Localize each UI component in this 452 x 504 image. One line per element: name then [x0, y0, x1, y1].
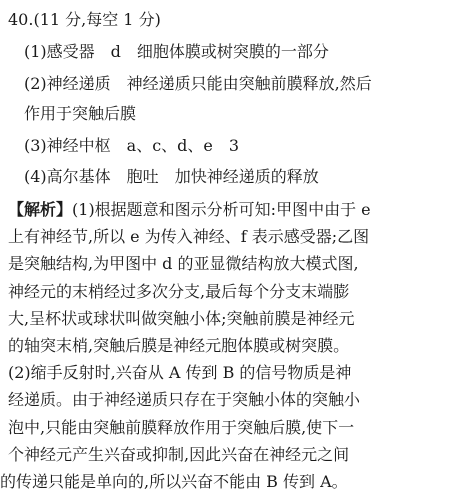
answer-2-part: (2)神经递质 [24, 74, 111, 93]
answer-1-value: d [110, 42, 121, 61]
analysis-line-8: 经递质。由于神经递质只存在于突触小体的突触小 [8, 390, 361, 410]
answer-line-2-cont [24, 104, 452, 124]
analysis-line-5: 大,呈杯状或球状叫做突触小体;突触前膜是神经元 [8, 308, 355, 328]
analysis-line-10: 个神经元产生兴奋或抑制,因此兴奋在神经元之间 [8, 444, 350, 464]
analysis-line-3: 是突触结构,为甲图中 d 的亚显微结构放大模式图, [8, 254, 359, 274]
analysis-line-4: 神经元的末梢经过多次分支,最后每个分支末端膨 [8, 281, 350, 301]
analysis-line-1 [8, 200, 452, 220]
answer-3-detail: 3 [228, 136, 240, 155]
answer-1-detail: 细胞体膜或树突膜的一部分 [136, 42, 329, 61]
answer-line-1 [24, 42, 452, 62]
answer-4-part: (4)高尔基体 [24, 167, 111, 186]
analysis-line-2: 上有神经节,所以 e 为传入神经、f 表示感受器;乙图 [8, 227, 370, 247]
answer-line-4 [24, 167, 452, 187]
analysis-tag: 【解析】 [8, 200, 73, 219]
answer-2-value: 神经递质只能由突触前膜释放,然后 [126, 74, 372, 93]
answer-line-2 [24, 74, 452, 94]
analysis-line-7: (2)缩手反射时,兴奋从 A 传到 B 的信号物质是神 [8, 363, 352, 383]
analysis-line-9: 泡中,只能由突触前膜释放作用于突触后膜,使下一 [8, 417, 355, 437]
analysis-line-6: 的轴突末梢,突触后膜是神经元胞体膜或树突膜。 [8, 336, 350, 355]
answer-line-3 [24, 136, 452, 156]
answer-3-part: (3)神经中枢 [24, 136, 111, 155]
analysis-line-11: 的传递只能是单向的,所以兴奋不能由 B 传到 A。 [0, 472, 348, 491]
answer-4-detail: 加快神经递质的释放 [174, 167, 319, 186]
answer-3-value: a、c、d、e [126, 136, 213, 155]
question-header: 40.(11 分,每空 1 分) [8, 10, 161, 29]
answer-4-value: 胞吐 [126, 167, 159, 186]
answer-1-part: (1)感受器 [24, 42, 95, 61]
analysis-text-1: (1)根据题意和图示分析可知:甲图中由于 e [72, 200, 371, 219]
answer-2-continuation: 作用于突触后膜 [24, 104, 137, 123]
